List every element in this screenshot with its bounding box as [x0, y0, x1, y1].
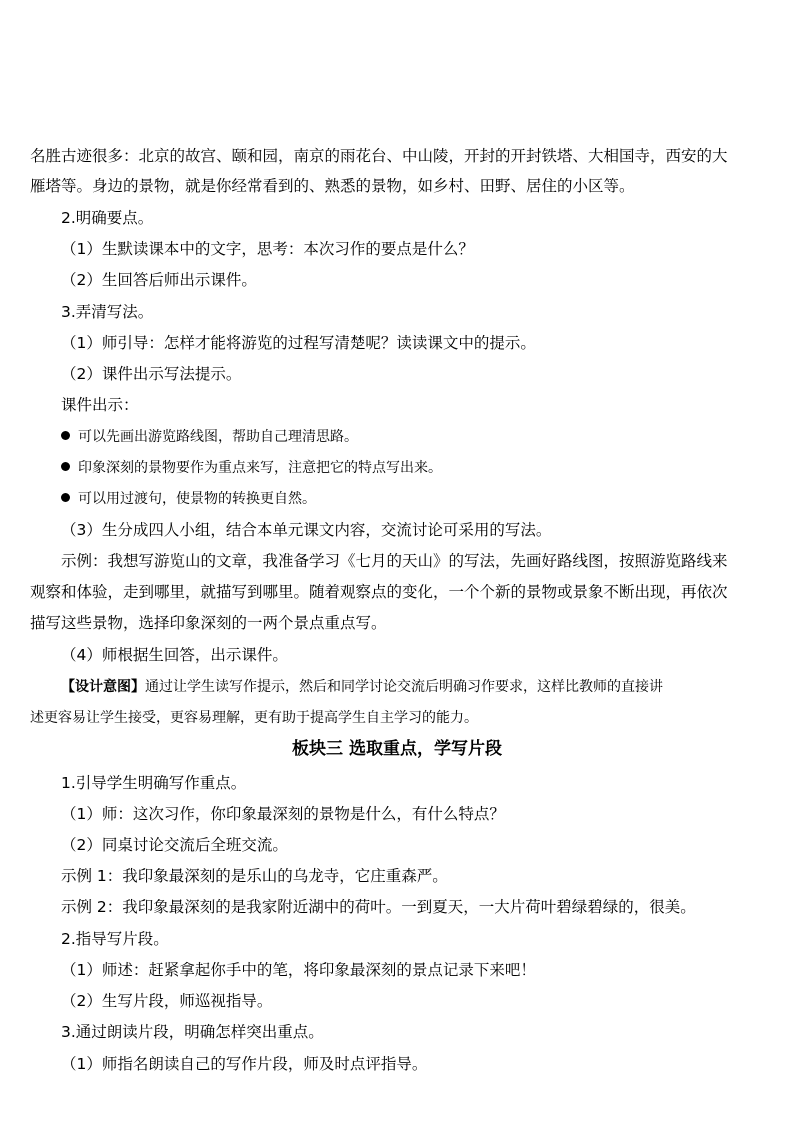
paragraph-line: 雁塔等。身边的景物，就是你经常看到的、熟悉的景物，如乡村、田野、居住的小区等。: [30, 177, 635, 195]
paragraph-line: （1）师引导：怎样才能将游览的过程写清楚呢？读读课文中的提示。: [61, 334, 536, 352]
bullet-item: [61, 489, 316, 509]
bullet-icon: [61, 462, 70, 471]
design-intent-label: 【设计意图】: [61, 679, 145, 695]
paragraph-line: 示例 2：我印象最深刻的是我家附近湖中的荷叶。一到夏天，一大片荷叶碧绿碧绿的，很美。: [61, 898, 696, 916]
paragraph-line: （1）师述：赶紧拿起你手中的笔，将印象最深刻的景点记录下来吧！: [61, 961, 536, 979]
paragraph-line: 课件出示：: [61, 396, 139, 414]
step-heading: 2.指导写片段。: [61, 930, 169, 948]
paragraph-line: （1）师：这次习作，你印象最深刻的景物是什么，有什么特点？: [61, 805, 505, 823]
paragraph-line: （1）师指名朗读自己的写作片段，师及时点评指导。: [61, 1055, 428, 1073]
paragraph-line: 示例 1：我印象最深刻的是乐山的乌龙寺，它庄重森严。: [61, 867, 448, 885]
paragraph-line: 观察和体验，走到哪里，就描写到哪里。随着观察点的变化，一个个新的景物或景象不断出现，再依次: [30, 583, 728, 601]
section-heading: 板块三 选取重点，学写片段: [292, 739, 502, 759]
paragraph-line: 名胜古迹很多：北京的故宫、颐和园，南京的雨花台、中山陵，开封的开封铁塔、大相国寺，西安的大: [30, 147, 728, 165]
paragraph-line: （2）同桌讨论交流后全班交流。: [61, 836, 288, 854]
bullet-item: [61, 427, 358, 447]
step-heading: 2.明确要点。: [61, 209, 154, 227]
bullet-item: [61, 458, 442, 478]
step-heading: 3.通过朗读片段，明确怎样突出重点。: [61, 1023, 324, 1041]
step-heading: 3.弄清写法。: [61, 303, 154, 321]
step-heading: 1.引导学生明确写作重点。: [61, 774, 247, 792]
paragraph-line: （3）生分成四人小组，结合本单元课文内容，交流讨论可采用的写法。: [61, 521, 552, 539]
bullet-text: 印象深刻的景物要作为重点来写，注意把它的特点写出来。: [78, 460, 442, 476]
design-intent-line: 述更容易让学生接受，更容易理解，更有助于提高学生自主学习的能力。: [30, 710, 478, 726]
paragraph-line: （2）生写片段，师巡视指导。: [61, 992, 273, 1010]
bullet-icon: [61, 431, 70, 440]
bullet-text: 可以用过渡句，使景物的转换更自然。: [78, 491, 316, 507]
paragraph-line: 示例：我想写游览山的文章，我准备学习《七月的天山》的写法，先画好路线图，按照游览路线来: [61, 552, 728, 570]
design-intent-line: [61, 677, 663, 697]
paragraph-line: （4）师根据生回答，出示课件。: [61, 646, 288, 664]
bullet-icon: [61, 493, 70, 502]
paragraph-line: （1）生默读课本中的文字，思考：本次习作的要点是什么？: [61, 240, 474, 258]
paragraph-line: （2）生回答后师出示课件。: [61, 271, 257, 289]
paragraph-line: 描写这些景物，选择印象深刻的一两个景点重点写。: [30, 614, 387, 632]
bullet-text: 可以先画出游览路线图，帮助自己理清思路。: [78, 429, 358, 445]
paragraph-line: （2）课件出示写法提示。: [61, 365, 242, 383]
design-intent-text: 通过让学生读写作提示，然后和同学讨论交流后明确习作要求，这样比教师的直接讲: [145, 679, 663, 695]
